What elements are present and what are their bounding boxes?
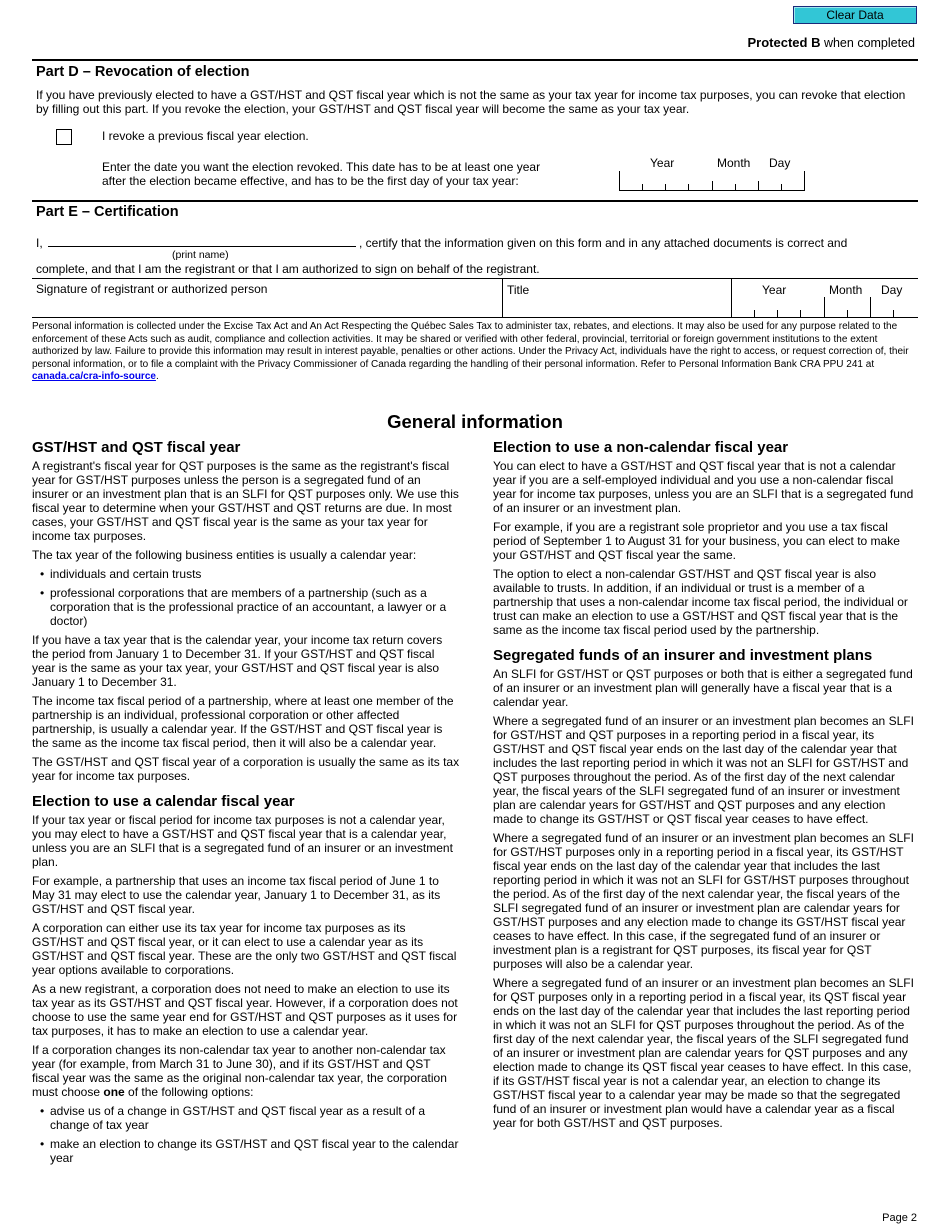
paragraph: A registrant's fiscal year for QST purposes is the same as the registrant's fiscal year for GST/HST purposes unless the person is a segregated fund of an insurer or an investment plan that is an SLFI for QST purposes only. We use this fiscal year to determine when your GST/HST and QST returns are due. In most cases, your GST/HST and QST fiscal year is the same as your tax year for income tax purposes.: [32, 459, 459, 543]
options-list: [32, 1104, 460, 1165]
list-item: • individuals and certain trusts: [50, 567, 460, 581]
revoke-day-label: Day: [769, 156, 791, 170]
sig-month-label: Month: [829, 283, 863, 297]
part-d-title: Part D – Revocation of election: [36, 64, 250, 80]
paragraph: A corporation can either use its tax year for income tax purposes as its GST/HST and QST fiscal year, or it can elect to use a calendar year as its GST/HST and QST fiscal year. These are the only two GST/HST and QST fiscal year options available to corporations.: [32, 921, 457, 977]
segregated-funds-heading: Segregated funds of an insurer and investment plans: [493, 647, 873, 664]
sig-day-label: Day: [881, 283, 903, 297]
date-instruction-1: Enter the date you want the election revoked. This date has to be at least one year: [102, 160, 541, 174]
paragraph: For example, a partnership that uses an income tax fiscal period of June 1 to May 31 may elect to use the calendar year, January 1 to December 31, as its GST/HST and QST fiscal year.: [32, 874, 441, 916]
entity-list: [32, 567, 460, 628]
revoke-month-label: Month: [717, 156, 751, 170]
right-column: [493, 439, 916, 1135]
print-name-label: (print name): [172, 249, 229, 261]
paragraph: For example, if you are a registrant sole proprietor and you use a tax fiscal period of September 1 to August 31 for your business, you can elect to make your GST/HST and QST fiscal year the same.: [493, 520, 900, 562]
list-item: • make an election to change its GST/HST and QST fiscal year to the calendar year: [50, 1137, 460, 1165]
revoke-checkbox-label: I revoke a previous fiscal year election.: [102, 129, 309, 143]
revoke-date-input[interactable]: [619, 171, 805, 191]
print-name-input[interactable]: [48, 246, 356, 247]
left-column: [32, 439, 460, 1170]
p10-b: one: [103, 1085, 125, 1099]
paragraph: If you have a tax year that is the calendar year, your income tax return covers the period from January 1 to December 31. If your GST/HST and QST fiscal year is the same as your tax year, your GST/HST and QST fiscal year is also January 1 to December 31.: [32, 633, 443, 689]
paragraph: If your tax year or fiscal period for income tax purposes is not a calendar year, you may elect to have a GST/HST and QST fiscal year that is a calendar year, unless you are an SLFI that is a segregated fund of an insurer or an investment plan.: [32, 813, 453, 869]
date-instruction-2: after the election became effective, and has to be the first day of your tax year:: [102, 174, 519, 188]
paragraph: An SLFI for GST/HST or QST purposes or both that is either a segregated fund of an insurer or an investment plan will generally have a fiscal year that is a calendar year.: [493, 667, 913, 709]
paragraph: As a new registrant, a corporation does not need to make an election to use its tax year as its GST/HST and QST fiscal year. However, if a corporation does not choose to use the same year end for GST/HST and QST purposes as it uses for tax purposes, it has to make an election to use a calendar year.: [32, 982, 458, 1038]
title-field[interactable]: [502, 279, 732, 317]
sig-date-input[interactable]: [731, 297, 918, 317]
divider: [32, 59, 918, 61]
paragraph: The tax year of the following business entities is usually a calendar year:: [32, 548, 417, 562]
gst-fiscal-year-heading: GST/HST and QST fiscal year: [32, 439, 241, 456]
cra-info-source-link[interactable]: canada.ca/cra-info-source: [32, 371, 156, 382]
part-e-title: Part E – Certification: [36, 204, 179, 220]
i-label: I,: [36, 236, 43, 250]
privacy-text: Personal information is collected under the Excise Tax Act and An Act Respecting the Québec Sales Tax to administer tax, rebates, and elections. It may also be used for any purpose related to the enforcement of these Acts such as audit, compliance and collection activities. It may be shared or verified with other federal, provincial, territorial or foreign government institutions to the extent authorized by law. Failure to provide this information may result in interest payable, penalties or other actions. Under the Privacy Act, individuals have the right to access, or request correction of, their personal information, or to file a complaint with the Privacy Commissioner of Canada regarding the handling of their personal information. Refer to Personal Information Bank CRA PPU 241 at: [32, 321, 909, 370]
title-label: Title: [507, 283, 530, 297]
complete-text: complete, and that I am the registrant or that I am authorized to sign on behalf of the registrant.: [36, 262, 540, 276]
paragraph: The option to elect a non-calendar GST/HST and QST fiscal year is also available to trusts. In addition, if an individual or trust is a member of a partnership that uses a non-calendar income tax fiscal period, the individual or trust can make an election to use a GST/HST and QST fiscal year that is the same as the income tax fiscal period used by the partnership.: [493, 567, 908, 637]
paragraph: You can elect to have a GST/HST and QST fiscal year that is not a calendar year if you are a self-employed individual and you use a non-calendar fiscal year for income tax purposes, unless you are an SLFI that is a segregated fund of an insurer or an investment plan.: [493, 459, 914, 515]
privacy-end: .: [155, 371, 159, 382]
divider: [32, 200, 918, 202]
paragraph: Where a segregated fund of an insurer or an investment plan becomes an SLFI for GST/HST and QST purposes in a reporting period in a fiscal year, its GST/HST and QST fiscal year ends on the last day of the calendar year that includes the last reporting period in which it was not an SLFI for GST/HST and QST purposes throughout the period. As of the first day of the next calendar year, the fiscal years of the SLFI segregated fund of an insurer or investment plan are calendar years for GST/HST and QST purposes and any election made to change its GST/HST or QST fiscal year ceases to have effect.: [493, 714, 914, 826]
list-item: • advise us of a change in GST/HST and QST fiscal year as a result of a change of tax year: [50, 1104, 460, 1132]
part-d-intro: If you have previously elected to have a GST/HST and QST fiscal year which is not the same as your tax year for income tax purposes, you can revoke that election by filling out this part. If you revoke the election, your GST/HST and QST fiscal year will become the same as your tax year.: [36, 88, 906, 116]
p10-a: If a corporation changes its non-calendar tax year to another non-calendar tax year (for example, from March 31 to June 30), and if its GST/HST and QST fiscal year was the same as the original non-calendar tax year, the corporation must choose: [32, 1043, 447, 1099]
revoke-year-label: Year: [650, 156, 675, 170]
certify-text: , certify that the information given on this form and in any attached documents is correct and: [359, 236, 848, 250]
calendar-election-heading: Election to use a calendar fiscal year: [32, 793, 295, 810]
non-calendar-election-heading: Election to use a non-calendar fiscal year: [493, 439, 789, 456]
sig-year-label: Year: [762, 283, 787, 297]
protected-b-label: [748, 35, 915, 50]
clear-data-button[interactable]: Clear Data: [793, 6, 917, 24]
protected-b-rest: when completed: [820, 36, 915, 50]
revoke-checkbox[interactable]: [56, 129, 72, 145]
paragraph: Where a segregated fund of an insurer or an investment plan becomes an SLFI for QST purposes only in a reporting period in a fiscal year, its QST fiscal year ends on the last day of the calendar year that includes the last reporting period in which it was not an SLFI for QST purposes throughout the period. As of the first day of the next calendar year, the fiscal years of the SLFI segregated fund of an insurer or investment plan are calendar years for QST purposes and any election made to change its QST fiscal year ceases to have effect. In this case, if its GST/HST fiscal year is not a calendar year, an election to change its GST/HST fiscal year to a calendar year may be made so that the segregated fund of an insurer or investment plan would have a calendar year as a fiscal year for both GST/HST and QST purposes.: [493, 976, 914, 1130]
protected-b-bold: Protected B: [747, 35, 821, 50]
general-info-title: General information: [387, 411, 563, 432]
p10-c: of the following options:: [124, 1085, 254, 1099]
signature-label: Signature of registrant or authorized person: [36, 282, 268, 296]
paragraph: The income tax fiscal period of a partnership, where at least one member of the partnership is an individual, professional corporation or other affected partnership, is usually a calendar year. If the GST/HST and QST fiscal year is the same as the income tax fiscal period, then it will also be a calendar year.: [32, 694, 454, 750]
privacy-notice: [32, 321, 912, 384]
list-item: • professional corporations that are members of a partnership (such as a corporation that is the professional practice of an accountant, a lawyer or a doctor): [50, 586, 460, 628]
paragraph: The GST/HST and QST fiscal year of a corporation is usually the same as its tax year for income tax purposes.: [32, 755, 460, 783]
paragraph: Where a segregated fund of an insurer or an investment plan becomes an SLFI for GST/HST purposes only in a reporting period in a fiscal year, its GST/HST fiscal year ends on the last day of the calendar year that includes the last reporting period in which it was not an SLFI for GST/HST purposes throughout the period. As of the first day of the next calendar year, the fiscal years of the SLFI segregated fund of an insurer or investment plan are calendar years for GST/HST purposes and any election made to change its GST/HST fiscal year ceases to have effect. In this case, if the segregated fund of an insurer or investment plan is a registrant for QST purposes, its fiscal year for QST purposes will also be a calendar year.: [493, 831, 914, 971]
page-number: Page 2: [882, 1212, 917, 1224]
paragraph: [32, 1043, 460, 1099]
